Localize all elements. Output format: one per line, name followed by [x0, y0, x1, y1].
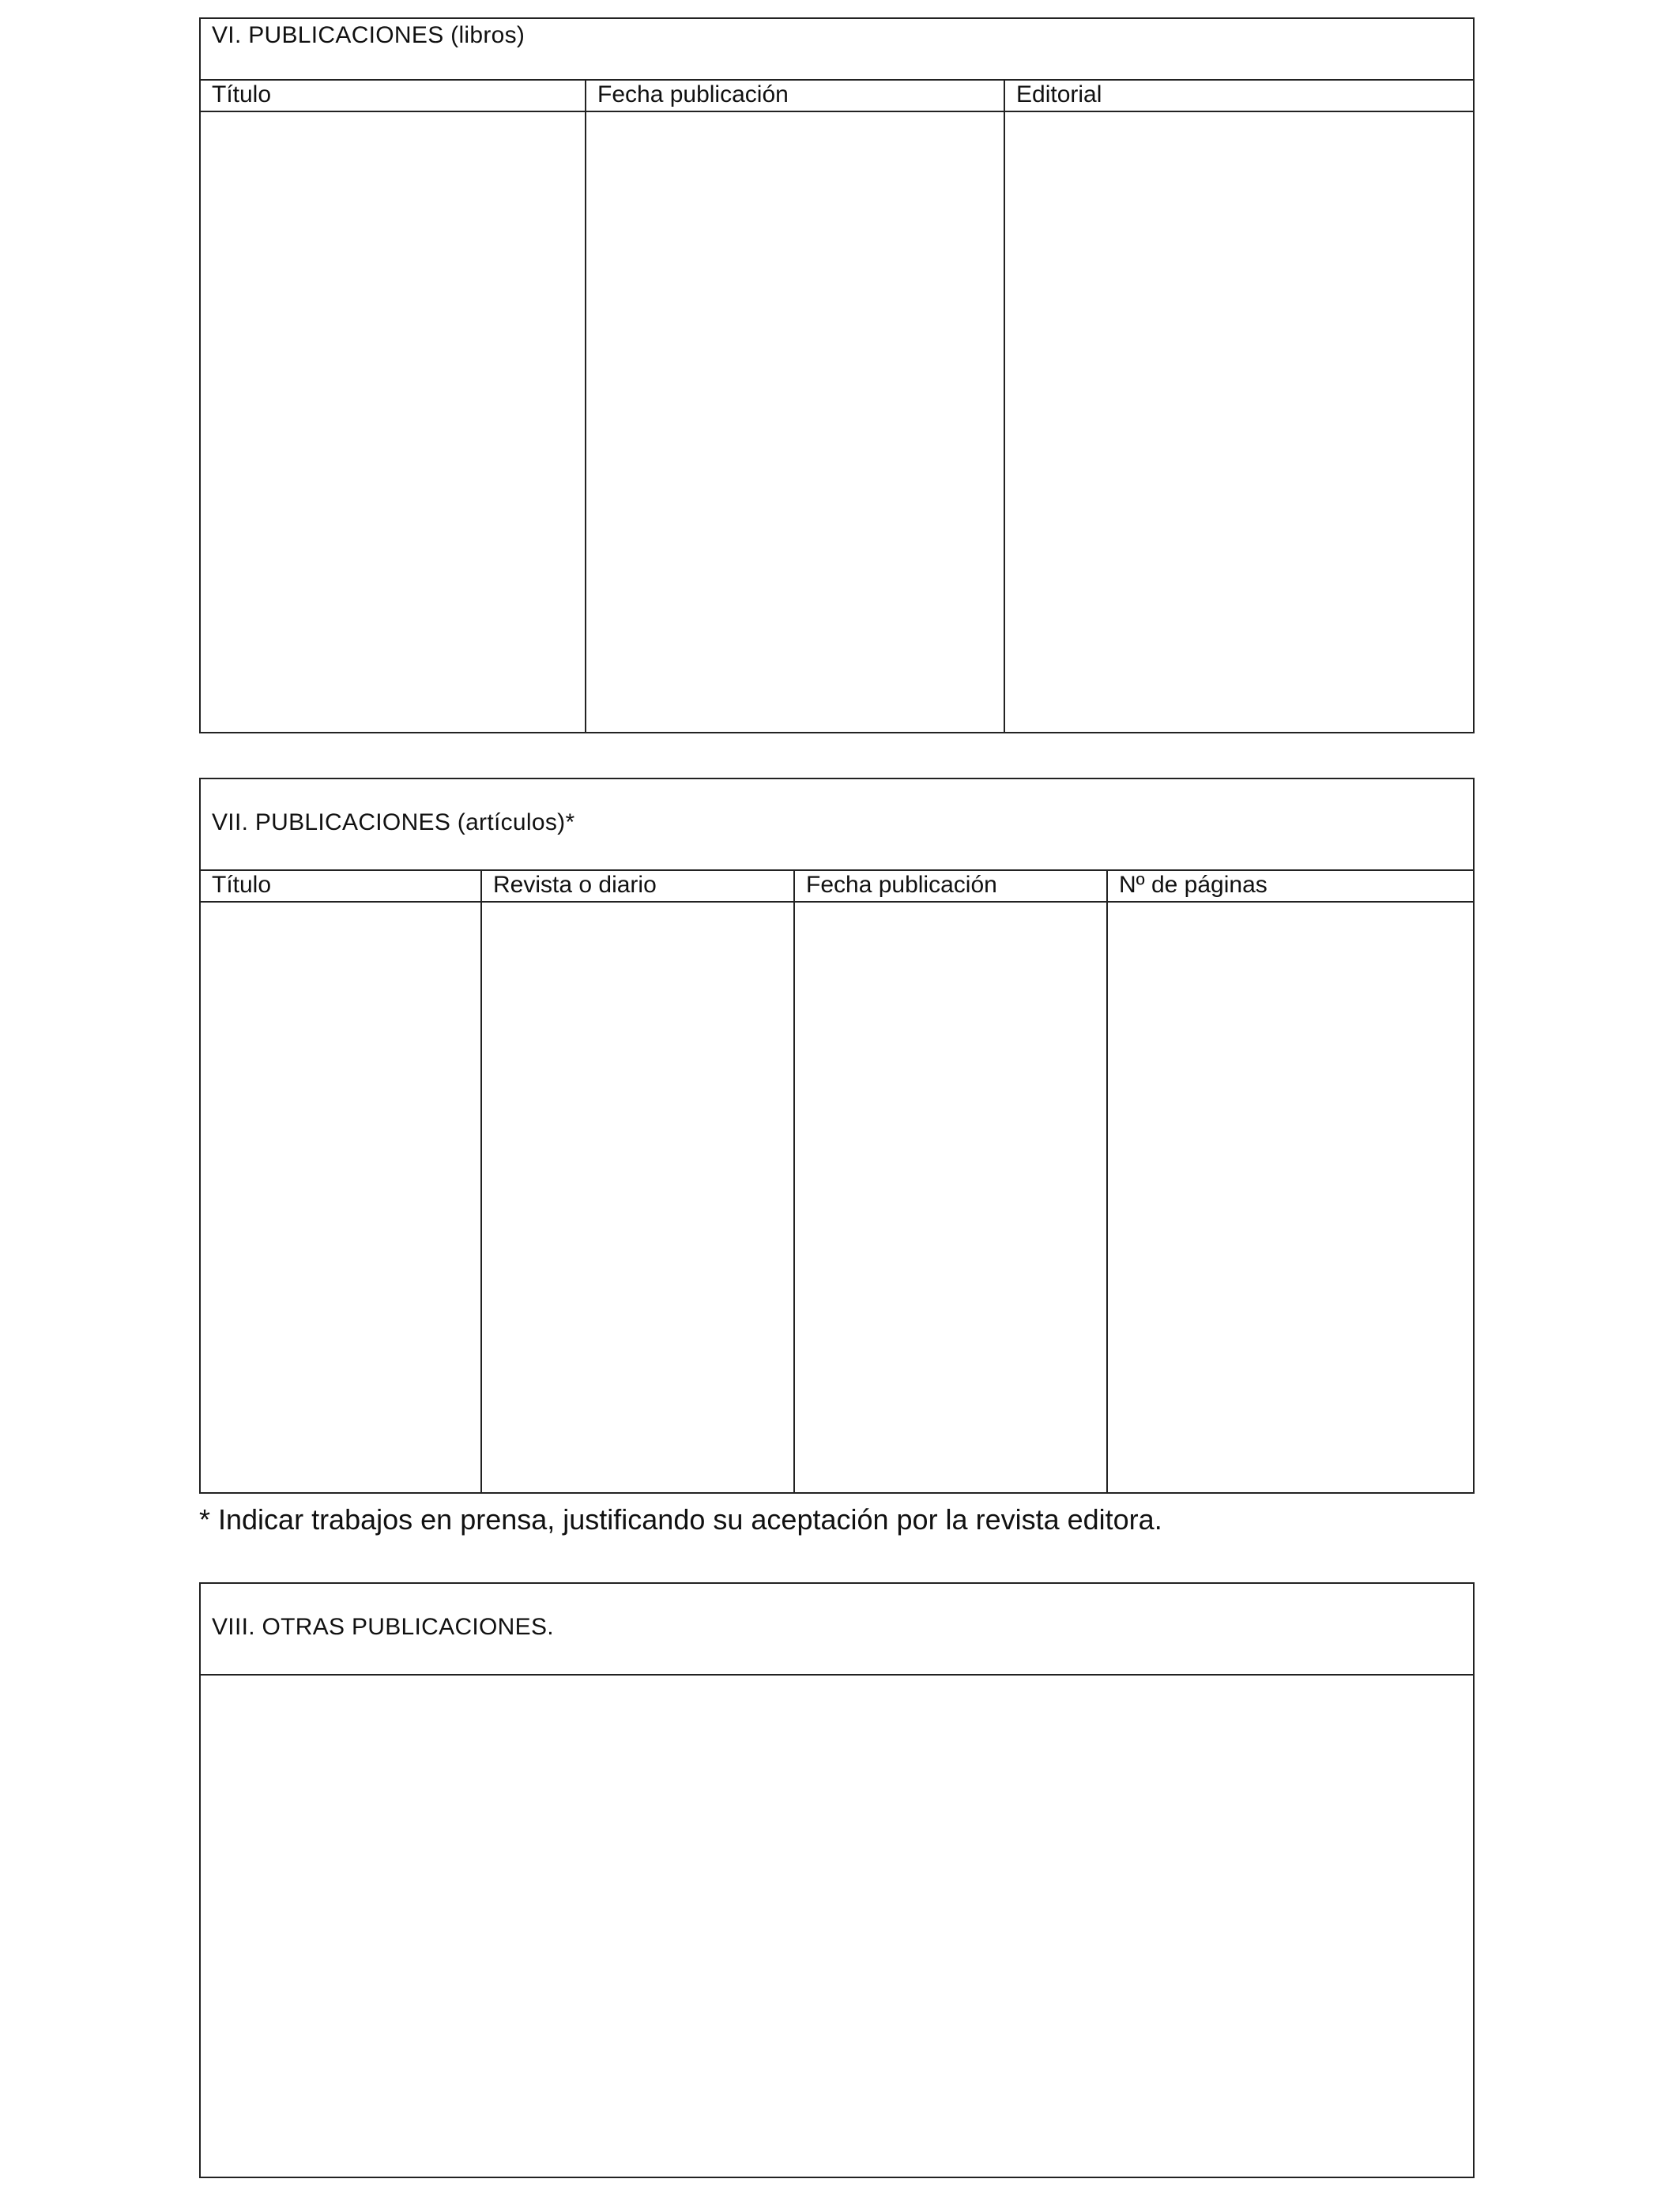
section-libros-entry-area: [201, 112, 1473, 733]
section-otras-header: [201, 1584, 1473, 1676]
section-articulos-header: [201, 779, 1473, 871]
section-articulos-entry-area: [201, 903, 1473, 1494]
column-header-revista-o-diario: Revista o diario: [480, 871, 793, 901]
articulos-paginas-field[interactable]: [1106, 903, 1473, 1494]
libros-titulo-field[interactable]: [201, 112, 585, 733]
footnote-trabajos-en-prensa: * Indicar trabajos en prensa, justificando su aceptación por la revista editora.: [199, 1503, 1162, 1536]
section-articulos-column-headers: [201, 871, 1473, 903]
column-header-fecha-publicacion: Fecha publicación: [793, 871, 1106, 901]
section-libros-column-headers: [201, 81, 1473, 112]
articulos-titulo-field[interactable]: [201, 903, 480, 1494]
section-libros: [199, 17, 1475, 733]
articulos-revista-field[interactable]: [480, 903, 793, 1494]
otras-publicaciones-field[interactable]: [201, 1676, 1473, 2177]
section-articulos-title: VII. PUBLICACIONES (artículos)*: [212, 809, 575, 835]
column-header-titulo: Título: [212, 81, 272, 107]
libros-editorial-field[interactable]: [1004, 112, 1473, 733]
column-header-numero-paginas: Nº de páginas: [1106, 871, 1473, 901]
section-otras-publicaciones: [199, 1582, 1475, 2178]
column-header-fecha-publicacion: Fecha publicación: [585, 81, 1004, 111]
section-otras-title: VIII. OTRAS PUBLICACIONES.: [212, 1614, 554, 1640]
section-articulos: [199, 778, 1475, 1494]
section-libros-header: [201, 19, 1473, 81]
section-libros-title: VI. PUBLICACIONES (libros): [212, 22, 525, 48]
articulos-fecha-field[interactable]: [793, 903, 1106, 1494]
libros-fecha-field[interactable]: [585, 112, 1004, 733]
column-header-editorial: Editorial: [1004, 81, 1473, 111]
column-header-titulo: Título: [212, 872, 272, 898]
